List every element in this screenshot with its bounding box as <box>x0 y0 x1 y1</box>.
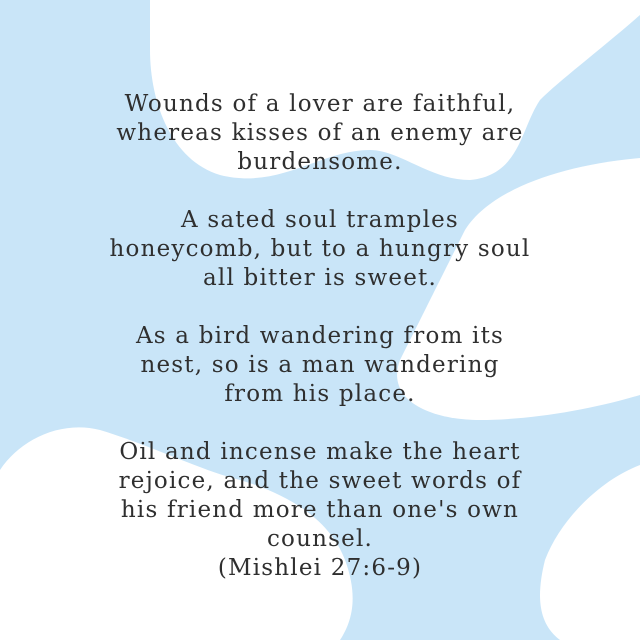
verse-line: his friend more than one's own <box>120 497 520 523</box>
verse-line: honeycomb, but to a hungry soul <box>109 236 531 262</box>
verse-line: As a bird wandering from its <box>135 323 505 349</box>
stanza-1 <box>0 90 640 177</box>
stanza-3 <box>0 322 640 409</box>
verse-line: whereas kisses of an enemy are <box>116 120 524 146</box>
verse-text <box>0 90 640 583</box>
citation: (Mishlei 27:6-9) <box>217 555 423 581</box>
verse-line: A sated soul tramples <box>181 207 459 233</box>
verse-line: all bitter is sweet. <box>203 265 437 291</box>
stanza-4 <box>0 438 640 583</box>
verse-line: nest, so is a man wandering <box>140 352 500 378</box>
verse-line: Oil and incense make the heart <box>119 439 521 465</box>
verse-line: Wounds of a lover are faithful, <box>124 91 516 117</box>
verse-line: burdensome. <box>237 149 403 175</box>
stanza-2 <box>0 206 640 293</box>
verse-line: counsel. <box>266 526 374 552</box>
verse-line: rejoice, and the sweet words of <box>118 468 522 494</box>
verse-line: from his place. <box>224 381 416 407</box>
